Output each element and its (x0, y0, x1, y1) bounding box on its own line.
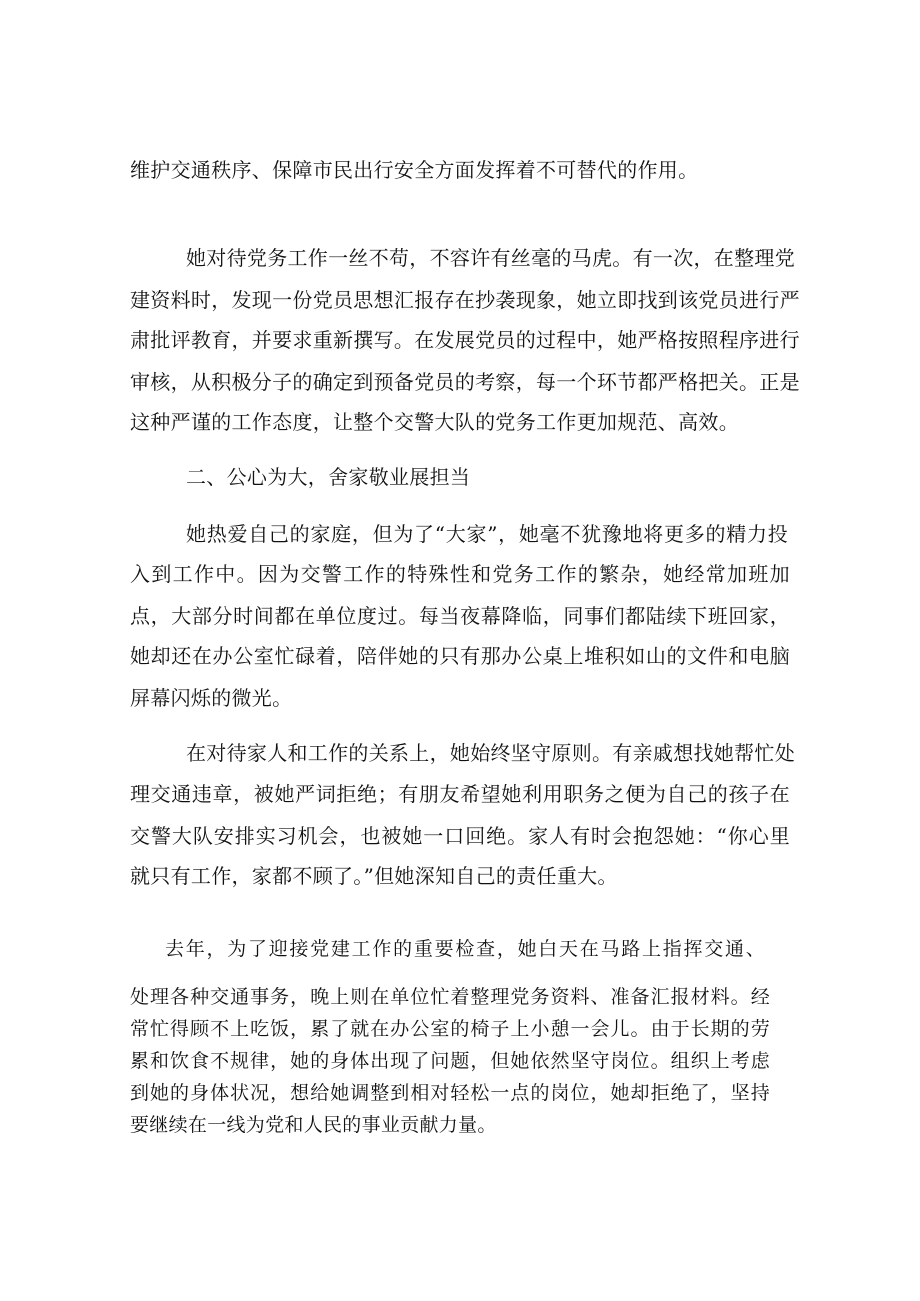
paragraph-line: 就只有工作，家都不顾了。”但她深知自己的责任重大。 (130, 864, 618, 888)
paragraph-line: 建资料时，发现一份党员思想汇报存在抄袭现象，她立即找到该党员进行严 (130, 288, 800, 312)
paragraph-line: 处理各种交通事务，晚上则在单位忙着整理党务资料、准备汇报材料。经 (130, 986, 770, 1008)
paragraph-line: 维护交通秩序、保障市民出行安全方面发挥着不可替代的作用。 (130, 158, 699, 182)
paragraph-line: 这种严谨的工作态度，让整个交警大队的党务工作更加规范、高效。 (130, 410, 739, 434)
paragraph-line: 屏幕闪烁的微光。 (130, 686, 293, 710)
paragraph-line: 累和饮食不规律，她的身体出现了问题，但她依然坚守岗位。组织上考虑 (130, 1050, 770, 1072)
paragraph-line: 审核，从积极分子的确定到预备党员的考察，每一个环节都严格把关。正是 (130, 370, 800, 394)
paragraph-line: 入到工作中。因为交警工作的特殊性和党务工作的繁杂，她经常加班加 (130, 562, 790, 586)
section-heading: 二、公心为大，舍家敬业展担当 (186, 465, 471, 489)
paragraph-line: 点，大部分时间都在单位度过。每当夜幕降临，同事们都陆续下班回家， (130, 604, 790, 628)
paragraph-line: 在对待家人和工作的关系上，她始终坚守原则。有亲戚想找她帮忙处 (186, 741, 795, 765)
paragraph-line: 她却还在办公室忙碌着，陪伴她的只有那办公桌上堆积如山的文件和电脑 (130, 644, 790, 668)
paragraph-line: 常忙得顾不上吃饭，累了就在办公室的椅子上小憩一会儿。由于长期的劳 (130, 1018, 770, 1040)
paragraph-line: 理交通违章，被她严词拒绝；有朋友希望她利用职务之便为自己的孩子在 (130, 782, 790, 806)
paragraph-line: 去年，为了迎接党建工作的重要检查，她白天在马路上指挥交通、 (165, 938, 765, 960)
paragraph-line: 交警大队安排实习机会，也被她一口回绝。家人有时会抱怨她：“你心里 (130, 824, 790, 848)
paragraph-line: 要继续在一线为党和人民的事业贡献力量。 (130, 1114, 497, 1136)
paragraph-line: 她对待党务工作一丝不苟，不容许有丝毫的马虎。有一次，在整理党 (186, 246, 795, 270)
paragraph-line: 她热爱自己的家庭，但为了“大家”，她毫不犹豫地将更多的精力投 (186, 522, 788, 546)
paragraph-line: 到她的身体状况，想给她调整到相对轻松一点的岗位，她却拒绝了，坚持 (130, 1082, 770, 1104)
paragraph-line: 肃批评教育，并要求重新撰写。在发展党员的过程中，她严格按照程序进行 (130, 328, 800, 352)
